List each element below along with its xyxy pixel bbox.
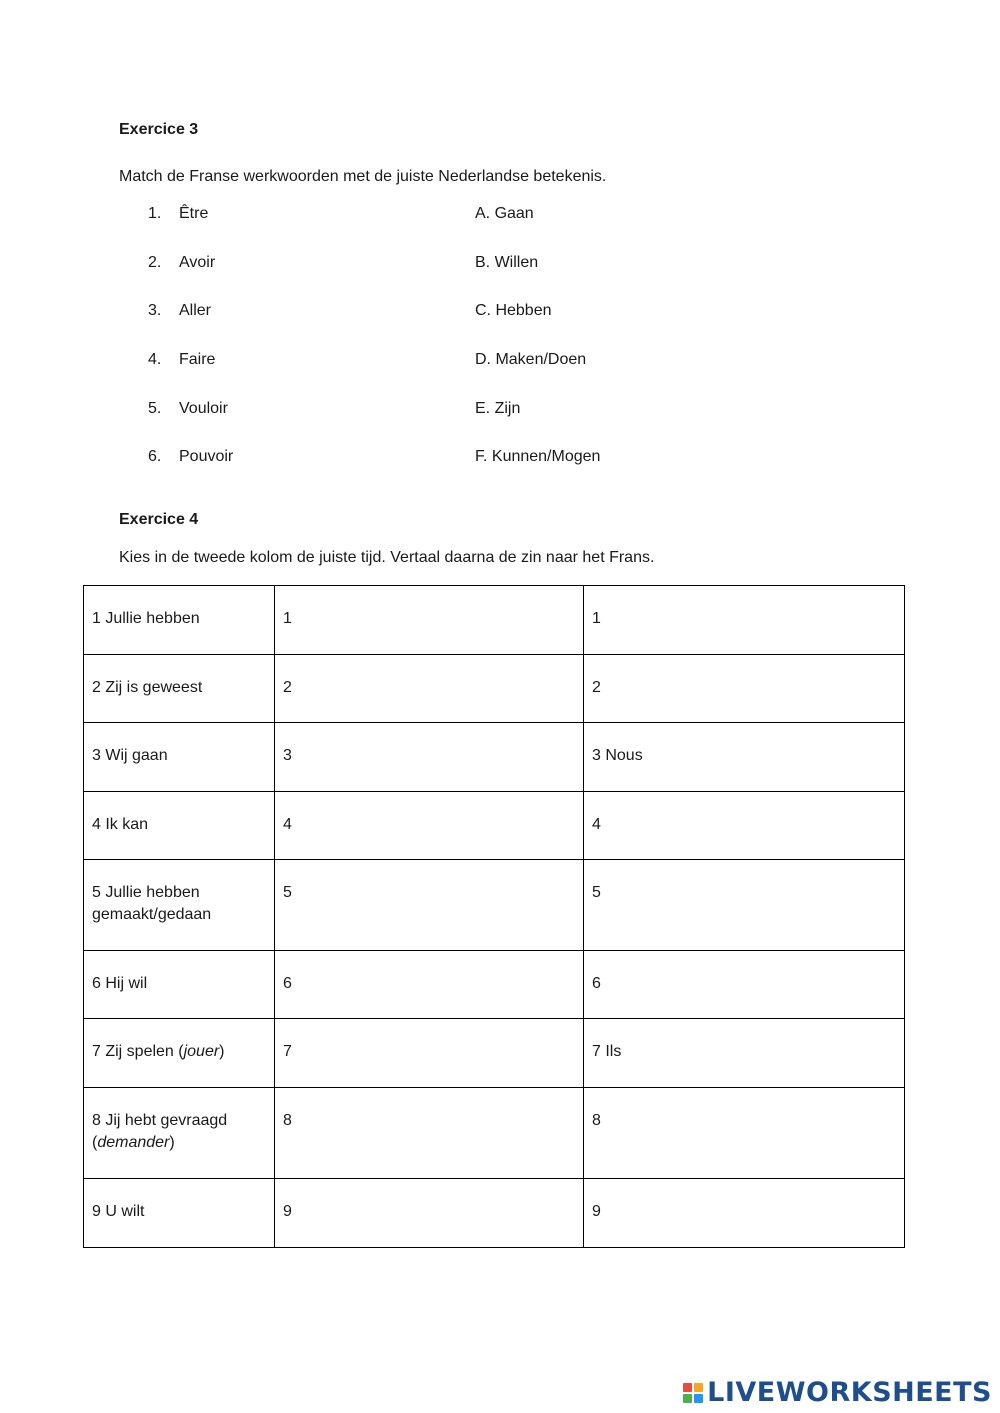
logo-text: LIVEWORKSHEETS [707, 1377, 992, 1408]
exercise3-title: Exercice 3 [119, 121, 199, 138]
tense-cell[interactable]: 8 [275, 1088, 584, 1179]
prompt-cell [84, 1019, 275, 1088]
tense-cell[interactable]: 3 [275, 723, 584, 792]
prompt-cell [84, 1088, 275, 1179]
dutch-meaning: B. Willen [475, 254, 539, 271]
dutch-meaning: A. Gaan [475, 205, 534, 222]
prompt-text: 7 Zij spelen ( [92, 1043, 184, 1060]
logo-mark-icon [683, 1383, 703, 1403]
french-verb: Être [179, 205, 209, 222]
match-item [0, 400, 1000, 422]
prompt-verb-italic: demander [97, 1134, 170, 1151]
prompt-cell: 6 Hij wil [84, 951, 275, 1019]
match-number: 1. [148, 205, 162, 222]
exercise4-title: Exercice 4 [119, 511, 199, 528]
match-item [0, 351, 1000, 373]
match-number: 4. [148, 351, 162, 368]
translation-cell[interactable]: 8 [584, 1088, 905, 1179]
dutch-meaning: C. Hebben [475, 302, 552, 319]
match-item [0, 254, 1000, 276]
prompt-cell: 1 Jullie hebben [84, 586, 275, 655]
table-row [84, 1088, 905, 1179]
tense-cell[interactable]: 6 [275, 951, 584, 1019]
match-item [0, 302, 1000, 324]
match-number: 5. [148, 400, 162, 417]
match-number: 3. [148, 302, 162, 319]
french-verb: Avoir [179, 254, 216, 271]
prompt-text: 8 Jij hebt gevraagd ( [92, 1112, 228, 1151]
translation-cell[interactable]: 2 [584, 655, 905, 723]
tense-cell[interactable]: 4 [275, 792, 584, 860]
match-number: 6. [148, 448, 162, 465]
match-number: 2. [148, 254, 162, 271]
table-row [84, 860, 905, 951]
prompt-cell: 4 Ik kan [84, 792, 275, 860]
prompt-cell: 5 Jullie hebben gemaakt/gedaan [84, 860, 275, 951]
exercise4-instruction: Kies in de tweede kolom de juiste tijd. Vertaal daarna de zin naar het Frans. [119, 549, 655, 566]
prompt-cell: 3 Wij gaan [84, 723, 275, 792]
tense-cell[interactable]: 2 [275, 655, 584, 723]
prompt-cell: 2 Zij is geweest [84, 655, 275, 723]
translation-cell[interactable]: 3 Nous [584, 723, 905, 792]
prompt-cell: 9 U wilt [84, 1179, 275, 1248]
translation-cell[interactable]: 9 [584, 1179, 905, 1248]
translation-cell[interactable]: 7 Ils [584, 1019, 905, 1088]
table-row [84, 951, 905, 1019]
prompt-text-end: ) [219, 1043, 225, 1060]
table-row [84, 723, 905, 792]
liveworksheets-logo [683, 1376, 992, 1410]
table-row [84, 792, 905, 860]
tense-cell[interactable]: 1 [275, 586, 584, 655]
prompt-verb-italic: jouer [183, 1043, 220, 1060]
tense-cell[interactable]: 5 [275, 860, 584, 951]
translation-table [83, 585, 905, 1248]
french-verb: Faire [179, 351, 216, 368]
table-row [84, 586, 905, 655]
prompt-text-end: ) [169, 1134, 175, 1151]
dutch-meaning: F. Kunnen/Mogen [475, 448, 601, 465]
tense-cell[interactable]: 7 [275, 1019, 584, 1088]
match-item [0, 205, 1000, 227]
french-verb: Pouvoir [179, 448, 234, 465]
translation-cell[interactable]: 6 [584, 951, 905, 1019]
tense-cell[interactable]: 9 [275, 1179, 584, 1248]
translation-cell[interactable]: 1 [584, 586, 905, 655]
dutch-meaning: E. Zijn [475, 400, 521, 417]
table-row [84, 655, 905, 723]
table-row [84, 1019, 905, 1088]
translation-cell[interactable]: 5 [584, 860, 905, 951]
match-item [0, 448, 1000, 470]
translation-cell[interactable]: 4 [584, 792, 905, 860]
dutch-meaning: D. Maken/Doen [475, 351, 587, 368]
table-row [84, 1179, 905, 1248]
exercise3-instruction: Match de Franse werkwoorden met de juiste Nederlandse betekenis. [119, 168, 607, 185]
french-verb: Aller [179, 302, 212, 319]
french-verb: Vouloir [179, 400, 228, 417]
